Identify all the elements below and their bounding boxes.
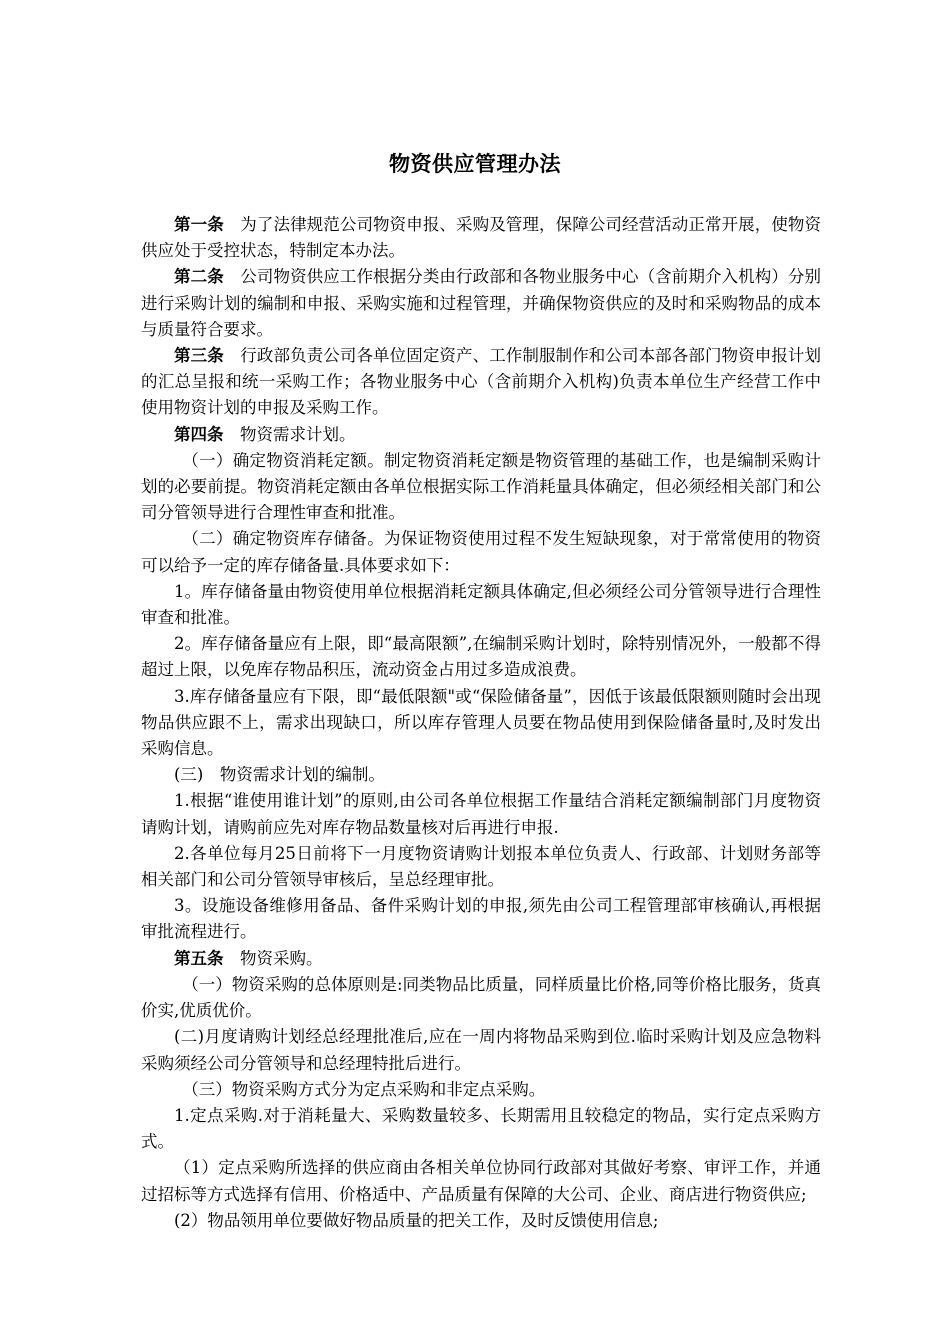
paragraph: （一）确定物资消耗定额。制定物资消耗定额是物资管理的基础工作，也是编制采购计划的必要前提。物资消耗定额由各单位根据实际工作消耗量具体确定，但必须经相关部门和公司分管领导进行合理性审查和批准。 [141,450,821,523]
paragraph: (三) 物资需求计划的编制。 [174,765,385,785]
paragraph: 3。设施设备维修用备品、备件采购计划的申报,须先由公司工程管理部审核确认,再根据审批流程进行。 [141,896,821,942]
article-2 [141,264,821,343]
paragraph: (二)月度请购计划经总经理批准后,应在一周内将物品采购到位.临时采购计划及应急物料采购须经公司分管领导和总经理特批后进行。 [141,1027,821,1073]
paragraph: 2。库存储备量应有上限，即“最高限额”,在编制采购计划时，除特别情况外，一般都不得超过上限，以免库存物品积压，流动资金占用过多造成浪费。 [141,634,821,680]
paragraph: (2）物品领用单位要做好物品质量的把关工作，及时反馈使用信息; [174,1210,659,1230]
paragraph: 2.各单位每月25日前将下一月度物资请购计划报本单位负责人、行政部、计划财务部等相关部门和公司分管领导审核后，呈总经理审批。 [141,843,821,890]
paragraph: （二）确定物资库存储备。为保证物资使用过程不发生短缺现象，对于常常使用的物资可以给予一定的库存储备量.具体要求如下： [141,529,821,575]
paragraph: （三）物资采购方式分为定点采购和非定点采购。 [182,1079,546,1099]
paragraph: 1.定点采购.对于消耗量大、采购数量较多、长期需用且较稳定的物品，实行定点采购方式。 [141,1105,821,1152]
article-text: 行政部负责公司各单位固定资产、工作制服制作和公司本部各部门物资申报计划的汇总呈报和统一采购工作；各物业服务中心（含前期介入机构)负责本单位生产经营工作中使用物资计划的申报及采购工作。 [141,346,822,418]
article-5 [141,946,821,972]
article-label: 第三条 [174,346,224,366]
paragraph: 1。库存储备量由物资使用单位根据消耗定额具体确定,但必须经公司分管领导进行合理性审查和批准。 [141,581,821,628]
paragraph: 3.库存储备量应有下限，即“最低限额"或“保险储备量”，因低于该最低限额则随时会出现物品供应跟不上，需求出现缺口，所以库存管理人员要在物品使用到保险储备量时,及时发出采购信息。 [141,686,821,759]
article-label: 第四条 [174,424,224,444]
article-text: 为了法律规范公司物资申报、采购及管理，保障公司经营活动正常开展，使物资供应处于受控状态，特制定本办法。 [141,215,822,261]
document-body [141,212,821,1234]
article-3 [141,343,821,422]
paragraph: （1）定点采购所选择的供应商由各相关单位协同行政部对其做好考察、审评工作，并通过招标等方式选择有信用、价格适中、产品质量有保障的大公司、企业、商店进行物资供应; [141,1158,821,1204]
article-text: 物资采购。 [240,948,323,968]
article-text: 公司物资供应工作根据分类由行政部和各物业服务中心（含前期介入机构）分别进行采购计划的编制和申报、采购实施和过程管理，并确保物资供应的及时和采购物品的成本与质量符合要求。 [141,267,822,339]
paragraph: 1.根据“谁使用谁计划”的原则,由公司各单位根据工作量结合消耗定额编制部门月度物资请购计划，请购前应先对库存物品数量核对后再进行申报. [141,791,821,837]
document-title: 物资供应管理办法 [389,151,561,176]
article-label: 第五条 [174,948,224,968]
article-label: 第一条 [174,215,224,234]
article-1 [141,212,821,264]
article-label: 第二条 [174,267,224,287]
article-text: 物资需求计划。 [240,424,356,444]
paragraph: （一）物资采购的总体原则是:同类物品比质量，同样质量比价格,同等价格比服务，货真价实,优质优价。 [141,974,821,1021]
article-4 [141,422,821,448]
